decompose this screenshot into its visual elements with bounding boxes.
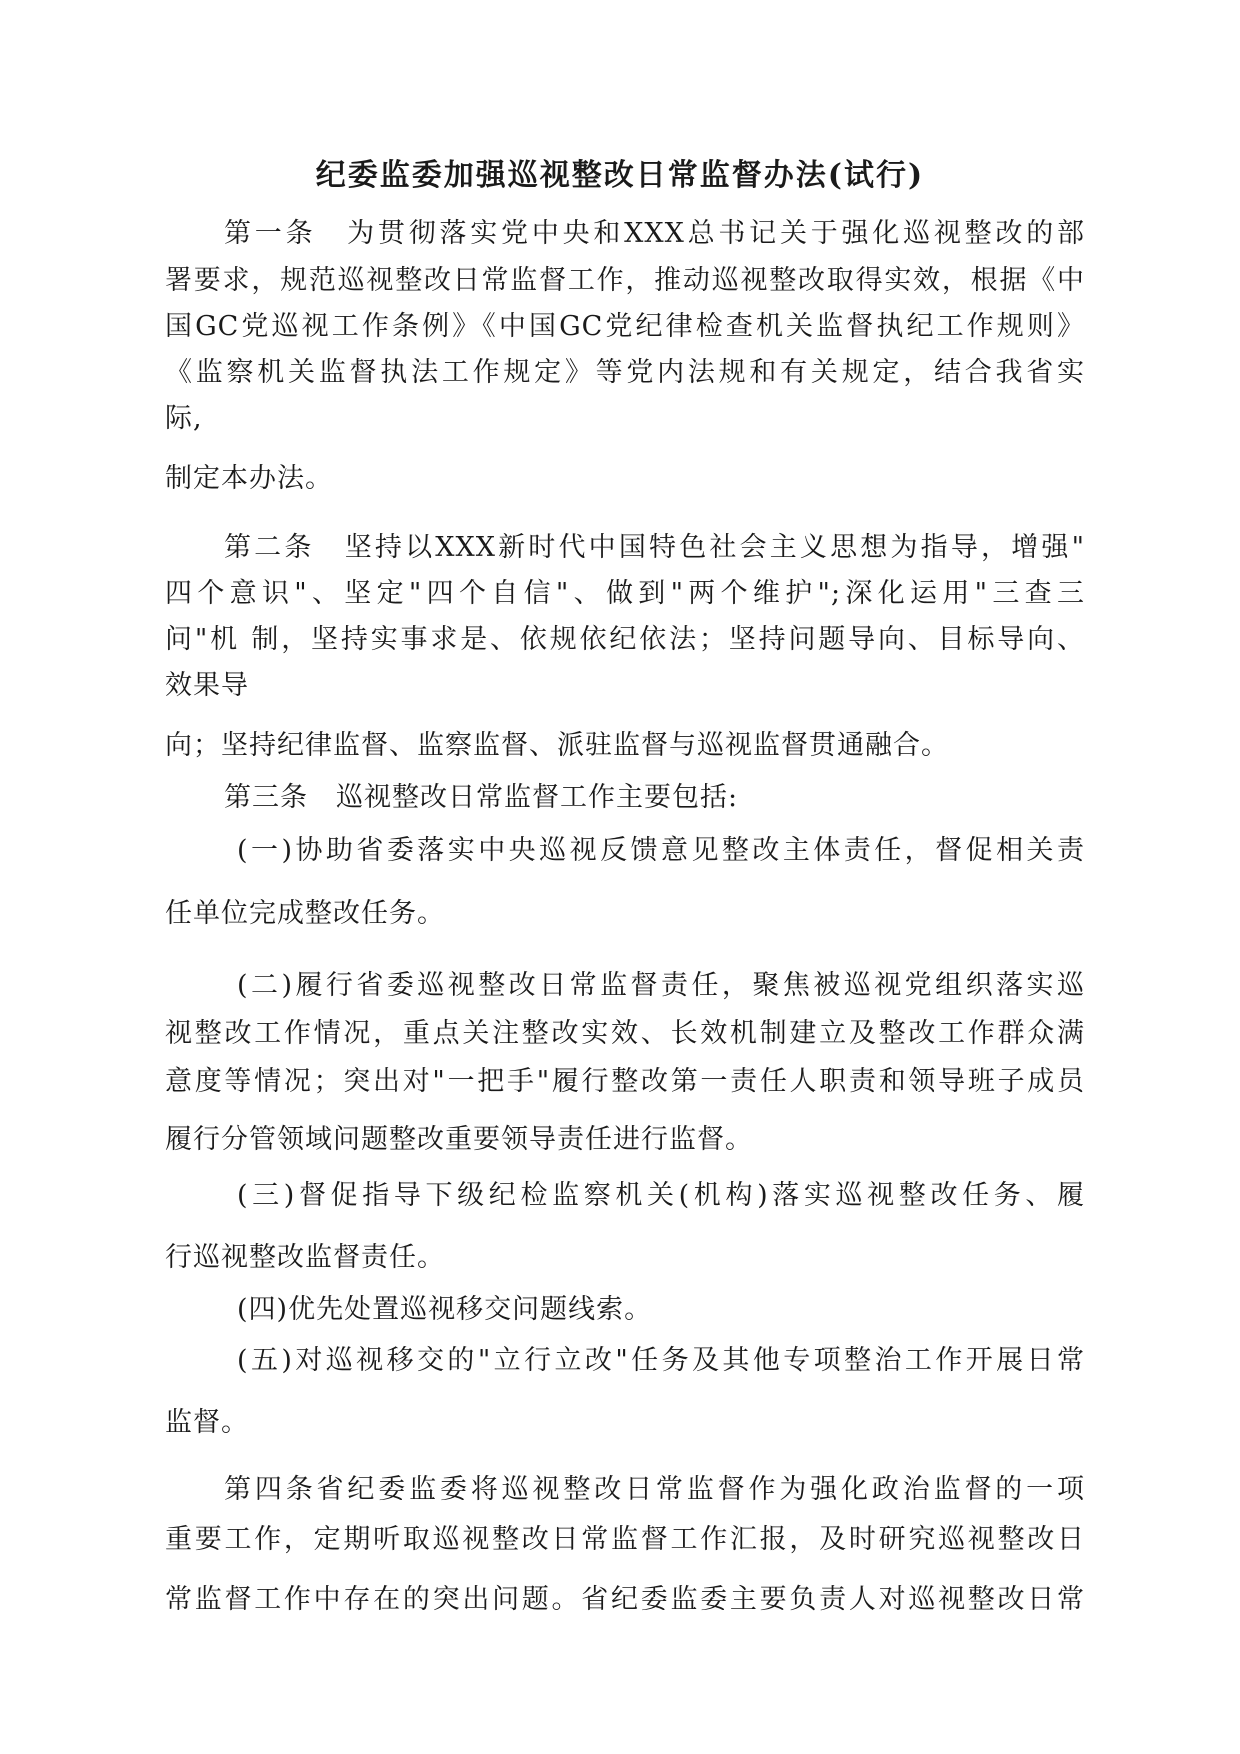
item-2-line-2: 视整改工作情况，重点关注整改实效、长效机制建立及整改工作群众满 [165,1018,1085,1049]
article-2-line-5: 向；坚持纪律监督、监察监督、派驻监督与巡视监督贯通融合。 [165,730,949,761]
article-3-line-1: 第三条 巡视整改日常监督工作主要包括: [224,782,739,813]
article-2-line-4: 效果导 [165,670,249,701]
article-1-line-2: 署要求，规范巡视整改日常监督工作，推动巡视整改取得实效，根据《中 [165,265,1085,296]
item-5-line-1: (五)对巡视移交的"立行立改"任务及其他专项整治工作开展日常 [237,1345,1085,1376]
document-title: 纪委监委加强巡视整改日常监督办法(试行) [315,158,925,193]
article-2-line-2: 四个意识"、坚定"四个自信"、做到"两个维护";深化运用"三查三 [165,578,1085,609]
article-1-line-5: 际, [165,403,203,434]
article-1-line-1: 第一条 为贯彻落实党中央和XXX总书记关于强化巡视整改的部 [224,218,1085,249]
item-4-line-1: (四)优先处置巡视移交问题线索。 [237,1294,653,1325]
item-1-line-2: 任单位完成整改任务。 [165,898,445,929]
item-2-line-1: (二)履行省委巡视整改日常监督责任，聚焦被巡视党组织落实巡 [237,970,1085,1001]
article-1-line-6: 制定本办法。 [165,463,333,494]
item-3-line-1: (三)督促指导下级纪检监察机关(机构)落实巡视整改任务、履 [237,1180,1085,1211]
article-2-line-3: 问"机 制，坚持实事求是、依规依纪依法；坚持问题导向、目标导向、 [165,624,1085,655]
article-4-line-2: 重要工作，定期听取巡视整改日常监督工作汇报，及时研究巡视整改日 [165,1524,1085,1555]
item-3-line-2: 行巡视整改监督责任。 [165,1242,445,1273]
article-1-line-4: 《监察机关监督执法工作规定》等党内法规和有关规定，结合我省实 [165,357,1085,388]
item-5-line-2: 监督。 [165,1407,249,1438]
item-2-line-3: 意度等情况；突出对"一把手"履行整改第一责任人职责和领导班子成员 [165,1066,1085,1097]
article-4-line-3: 常监督工作中存在的突出问题。省纪委监委主要负责人对巡视整改日常 [165,1584,1085,1615]
item-1-line-1: (一)协助省委落实中央巡视反馈意见整改主体责任，督促相关责 [237,835,1085,866]
article-1-line-3: 国GC党巡视工作条例》《中国GC党纪律检查机关监督执纪工作规则》 [165,311,1085,342]
article-2-line-1: 第二条 坚持以XXX新时代中国特色社会主义思想为指导，增强" [224,532,1085,563]
item-2-line-4: 履行分管领域问题整改重要领导责任进行监督。 [165,1124,753,1155]
article-4-line-1: 第四条省纪委监委将巡视整改日常监督作为强化政治监督的一项 [224,1474,1085,1505]
